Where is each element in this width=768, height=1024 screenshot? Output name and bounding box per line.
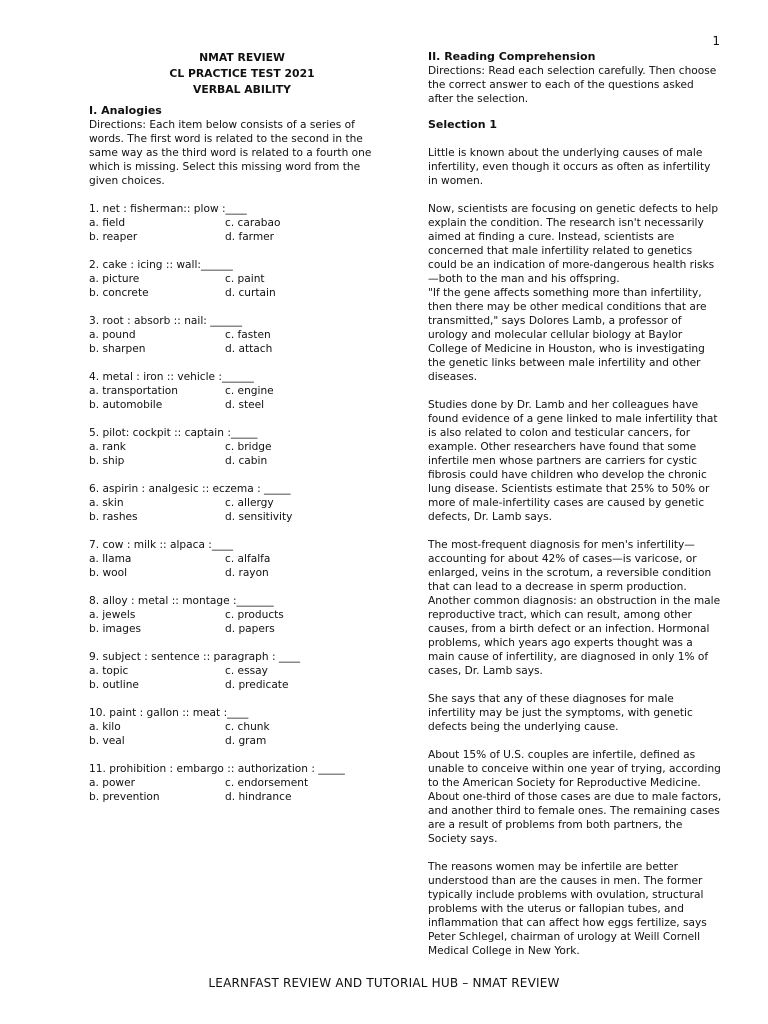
option-row [89, 496, 389, 510]
option-row [89, 398, 389, 412]
option-b: b. reaper [89, 231, 138, 243]
option-row [89, 328, 389, 342]
option-c: c. paint [225, 273, 265, 285]
option-c: c. endorsement [225, 777, 309, 789]
option-row [89, 664, 389, 678]
passage-paragraph: The reasons women may be infertile are better understood than are the causes in men. The former typically include problems with ovulation, structural problems with the uterus or fallopian tubes, and inflammation that can affect how eggs fertilize, says Peter Schlegel, chairman of urology at Weill Cornell Medical College in New York. [428, 861, 707, 957]
analogy-item [89, 426, 389, 468]
option-row [89, 272, 389, 286]
reading-heading: II. Reading Comprehension [428, 50, 596, 63]
option-c: c. alfalfa [225, 553, 271, 565]
option-c: c. engine [225, 385, 274, 397]
option-c: c. carabao [225, 217, 281, 229]
option-a: a. rank [89, 441, 126, 453]
analogy-question: 4. metal : iron :: vehicle :______ [89, 371, 254, 383]
option-d: d. predicate [225, 679, 289, 691]
option-a: a. topic [89, 665, 129, 677]
analogy-question: 1. net : fisherman:: plow :____ [89, 203, 247, 215]
option-c: c. fasten [225, 329, 271, 341]
right-column [428, 50, 722, 972]
option-a: a. power [89, 777, 135, 789]
analogy-item [89, 482, 389, 524]
analogy-question: 5. pilot: cockpit :: captain :_____ [89, 427, 258, 439]
option-d: d. gram [225, 735, 267, 747]
analogy-item [89, 258, 389, 300]
passage-paragraph: She says that any of these diagnoses for male infertility may be just the symptoms, with genetic defects being the underlying cause. [428, 693, 693, 733]
page-number: 1 [712, 34, 720, 48]
analogy-question: 8. alloy : metal :: montage :_______ [89, 595, 274, 607]
option-d: d. sensitivity [225, 511, 293, 523]
document-title-block [89, 50, 389, 98]
option-b: b. concrete [89, 287, 149, 299]
analogy-item [89, 762, 389, 804]
option-b: b. wool [89, 567, 128, 579]
option-row [89, 384, 389, 398]
option-d: d. rayon [225, 567, 269, 579]
analogy-item [89, 650, 389, 692]
option-d: d. attach [225, 343, 273, 355]
passage-paragraph: About 15% of U.S. couples are infertile, defined as unable to conceive within one year of trying, according to the American Society for Reproductive Medicine. About one-third of those cases are due to male factors, and another third to female ones. The remaining cases are a result of problems from both partners, the Society says. [428, 749, 722, 845]
analogy-item [89, 538, 389, 580]
analogy-question: 7. cow : milk :: alpaca :____ [89, 539, 234, 551]
option-a: a. transportation [89, 385, 178, 397]
analogy-item [89, 314, 389, 356]
passage-paragraph: Now, scientists are focusing on genetic defects to help explain the condition. The research isn't necessarily aimed at finding a cure. Instead, scientists are concerned that male infertility related to genetics could be an indication of more-dangerous health risks—both to the man and his offspring. [428, 203, 719, 285]
option-row [89, 608, 389, 622]
reading-passage [428, 146, 722, 958]
option-row [89, 720, 389, 734]
title-line-3: VERBAL ABILITY [193, 83, 291, 96]
option-c: c. allergy [225, 497, 274, 509]
option-row [89, 622, 389, 636]
option-row [89, 216, 389, 230]
analogies-heading: I. Analogies [89, 104, 162, 117]
analogy-list [89, 202, 389, 804]
passage-paragraph: Studies done by Dr. Lamb and her colleagues have found evidence of a gene linked to male infertility that is also related to colon and testicular cancers, for example. Other researchers have found that some infertile men whose partners are carriers for cystic fibrosis could have children who develop the chronic lung disease. Scientists estimate that 25% to 50% or more of male-infertility cases are caused by genetic defects, Dr. Lamb says. [428, 399, 718, 523]
option-b: b. images [89, 623, 141, 635]
title-line-2: CL PRACTICE TEST 2021 [169, 67, 315, 80]
left-column [89, 50, 389, 818]
option-b: b. rashes [89, 511, 138, 523]
option-c: c. essay [225, 665, 268, 677]
option-c: c. products [225, 609, 284, 621]
analogy-item [89, 706, 389, 748]
option-row [89, 552, 389, 566]
option-b: b. outline [89, 679, 139, 691]
reading-directions: Directions: Read each selection carefully. Then choose the correct answer to each of the questions asked after the selection. [428, 65, 717, 105]
analogy-question: 2. cake : icing :: wall:______ [89, 259, 233, 271]
option-row [89, 286, 389, 300]
option-d: d. curtain [225, 287, 276, 299]
analogy-question: 6. aspirin : analgesic :: eczema : _____ [89, 483, 291, 495]
option-a: a. skin [89, 497, 124, 509]
option-d: d. farmer [225, 231, 275, 243]
passage-paragraph: "If the gene affects something more than infertility, then there may be other medical conditions that are transmitted," says Dolores Lamb, a professor of urology and molecular cellular biology at Baylor College of Medicine in Houston, who is investigating the genetic links between male infertility and other diseases. [428, 287, 707, 383]
option-b: b. prevention [89, 791, 160, 803]
option-row [89, 342, 389, 356]
option-row [89, 440, 389, 454]
option-row [89, 734, 389, 748]
analogy-question: 10. paint : gallon :: meat :____ [89, 707, 249, 719]
option-b: b. sharpen [89, 343, 146, 355]
passage-paragraph: Little is known about the underlying causes of male infertility, even though it occurs as often as infertility in women. [428, 147, 711, 187]
option-c: c. bridge [225, 441, 272, 453]
page-footer: LEARNFAST REVIEW AND TUTORIAL HUB – NMAT REVIEW [208, 976, 560, 990]
option-row [89, 454, 389, 468]
option-b: b. automobile [89, 399, 163, 411]
option-d: d. steel [225, 399, 265, 411]
option-row [89, 776, 389, 790]
selection-heading: Selection 1 [428, 118, 498, 131]
passage-paragraph: The most-frequent diagnosis for men's infertility—accounting for about 42% of cases—is varicose, or enlarged, veins in the scrotum, a reversible condition that can lead to a decrease in sperm production. Another common diagnosis: an obstruction in the male reproductive tract, which can result, among other causes, from a birth defect or an infection. Hormonal problems, which years ago experts thought was a main cause of infertility, are diagnosed in only 1% of cases, Dr. Lamb says. [428, 539, 721, 677]
option-row [89, 230, 389, 244]
analogies-directions: Directions: Each item below consists of a series of words. The first word is related to the second in the same way as the third word is related to a fourth one which is missing. Select this missing word from the given choices. [89, 119, 372, 187]
analogy-question: 3. root : absorb :: nail: ______ [89, 315, 242, 327]
option-a: a. kilo [89, 721, 121, 733]
option-d: d. papers [225, 623, 275, 635]
option-c: c. chunk [225, 721, 270, 733]
option-a: a. jewels [89, 609, 136, 621]
option-a: a. field [89, 217, 126, 229]
analogy-question: 9. subject : sentence :: paragraph : ____ [89, 651, 301, 663]
title-line-1: NMAT REVIEW [199, 51, 285, 64]
analogy-item [89, 370, 389, 412]
option-row [89, 678, 389, 692]
option-a: a. picture [89, 273, 140, 285]
option-row [89, 566, 389, 580]
analogy-item [89, 202, 389, 244]
option-b: b. veal [89, 735, 125, 747]
option-a: a. llama [89, 553, 132, 565]
option-b: b. ship [89, 455, 125, 467]
option-row [89, 790, 389, 804]
option-d: d. cabin [225, 455, 268, 467]
option-d: d. hindrance [225, 791, 292, 803]
option-a: a. pound [89, 329, 136, 341]
analogy-item [89, 594, 389, 636]
option-row [89, 510, 389, 524]
analogy-question: 11. prohibition : embargo :: authorization : _____ [89, 763, 345, 775]
